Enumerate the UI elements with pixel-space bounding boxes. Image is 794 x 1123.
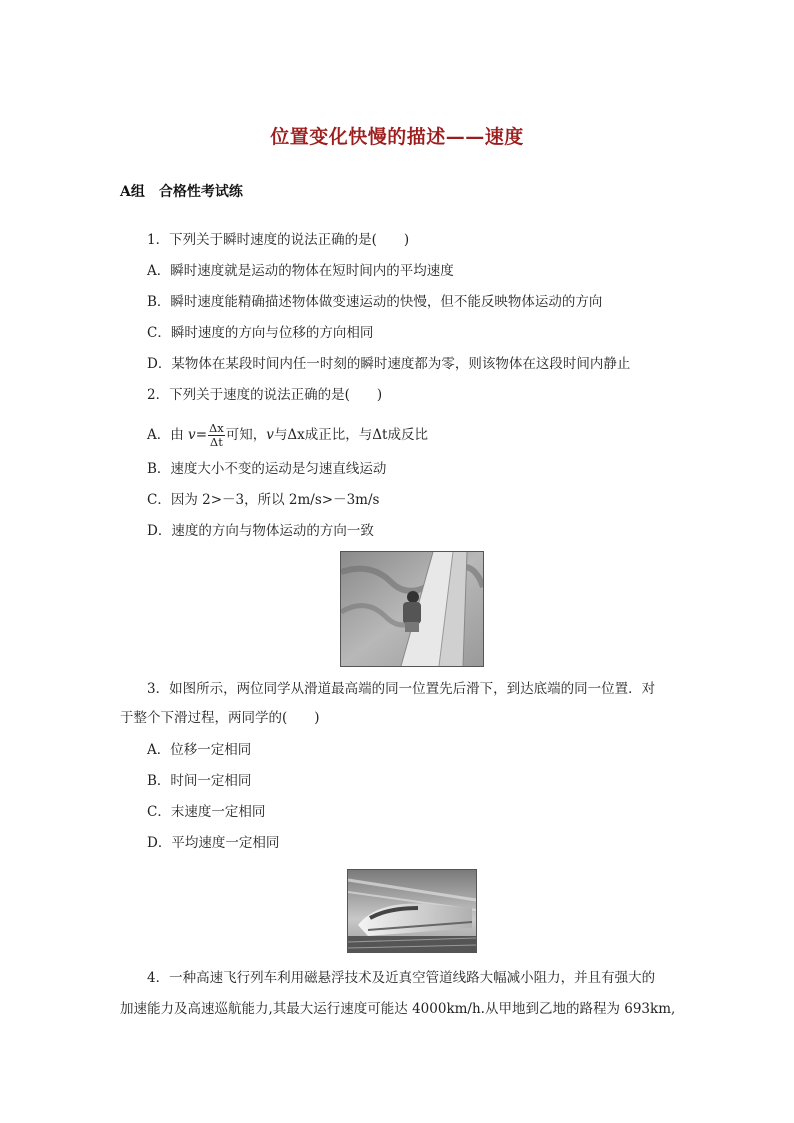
q2-a-mid: 可知， [225,427,267,443]
slide-photo [340,551,484,667]
q2-a-var-v2: v [266,427,274,443]
q2-a-prefix: A．由 [147,427,184,443]
q3-option-b: B．时间一定相同 [147,773,252,789]
q2-a-numerator: Δx [209,421,224,435]
q2-option-d: D．速度的方向与物体运动的方向一致 [147,523,374,539]
train-photo [347,869,477,953]
q3-option-a: A．位移一定相同 [147,742,252,758]
q2-a-rest: 与Δx成正比，与Δt成反比 [273,427,428,443]
q2-a-var-v: v [188,427,196,443]
q2-a-equals: = [195,427,207,443]
page-title: 位置变化快慢的描述——速度 [270,126,524,148]
section-heading: A组 合格性考试练 [120,184,243,200]
train-photo-graphic [348,870,476,952]
q3-option-c: C．末速度一定相同 [147,804,266,820]
q3-option-d: D．平均速度一定相同 [147,835,280,851]
q1-stem: 1．下列关于瞬时速度的说法正确的是( ) [147,232,410,248]
q1-option-a: A．瞬时速度就是运动的物体在短时间内的平均速度 [147,263,454,279]
q2-option-a [147,422,428,449]
q2-a-fraction [208,422,225,449]
q3-stem-line1: 3．如图所示，两位同学从滑道最高端的同一位置先后滑下，到达底端的同一位置．对 [147,681,656,697]
q3-stem-line2: 于整个下滑过程，两同学的( ) [120,710,320,726]
q1-option-d: D．某物体在某段时间内任一时刻的瞬时速度都为零，则该物体在这段时间内静止 [147,356,631,372]
q1-option-b: B．瞬时速度能精确描述物体做变速运动的快慢，但不能反映物体运动的方向 [147,294,603,310]
q2-option-c: C．因为 2>－3，所以 2m/s>－3m/s [147,492,380,508]
q4-stem-line1: 4．一种高速飞行列车利用磁悬浮技术及近真空管道线路大幅减小阻力，并且有强大的 [147,970,656,986]
slide-photo-graphic [341,552,483,666]
q2-a-denominator: Δt [209,435,223,449]
q1-option-c: C．瞬时速度的方向与位移的方向相同 [147,325,374,341]
q2-option-b: B．速度大小不变的运动是匀速直线运动 [147,461,387,477]
q2-stem: 2．下列关于速度的说法正确的是( ) [147,387,383,403]
q4-stem-line2: 加速能力及高速巡航能力,其最大运行速度可能达 4000km/h.从甲地到乙地的路程为 693km, [120,1001,676,1017]
